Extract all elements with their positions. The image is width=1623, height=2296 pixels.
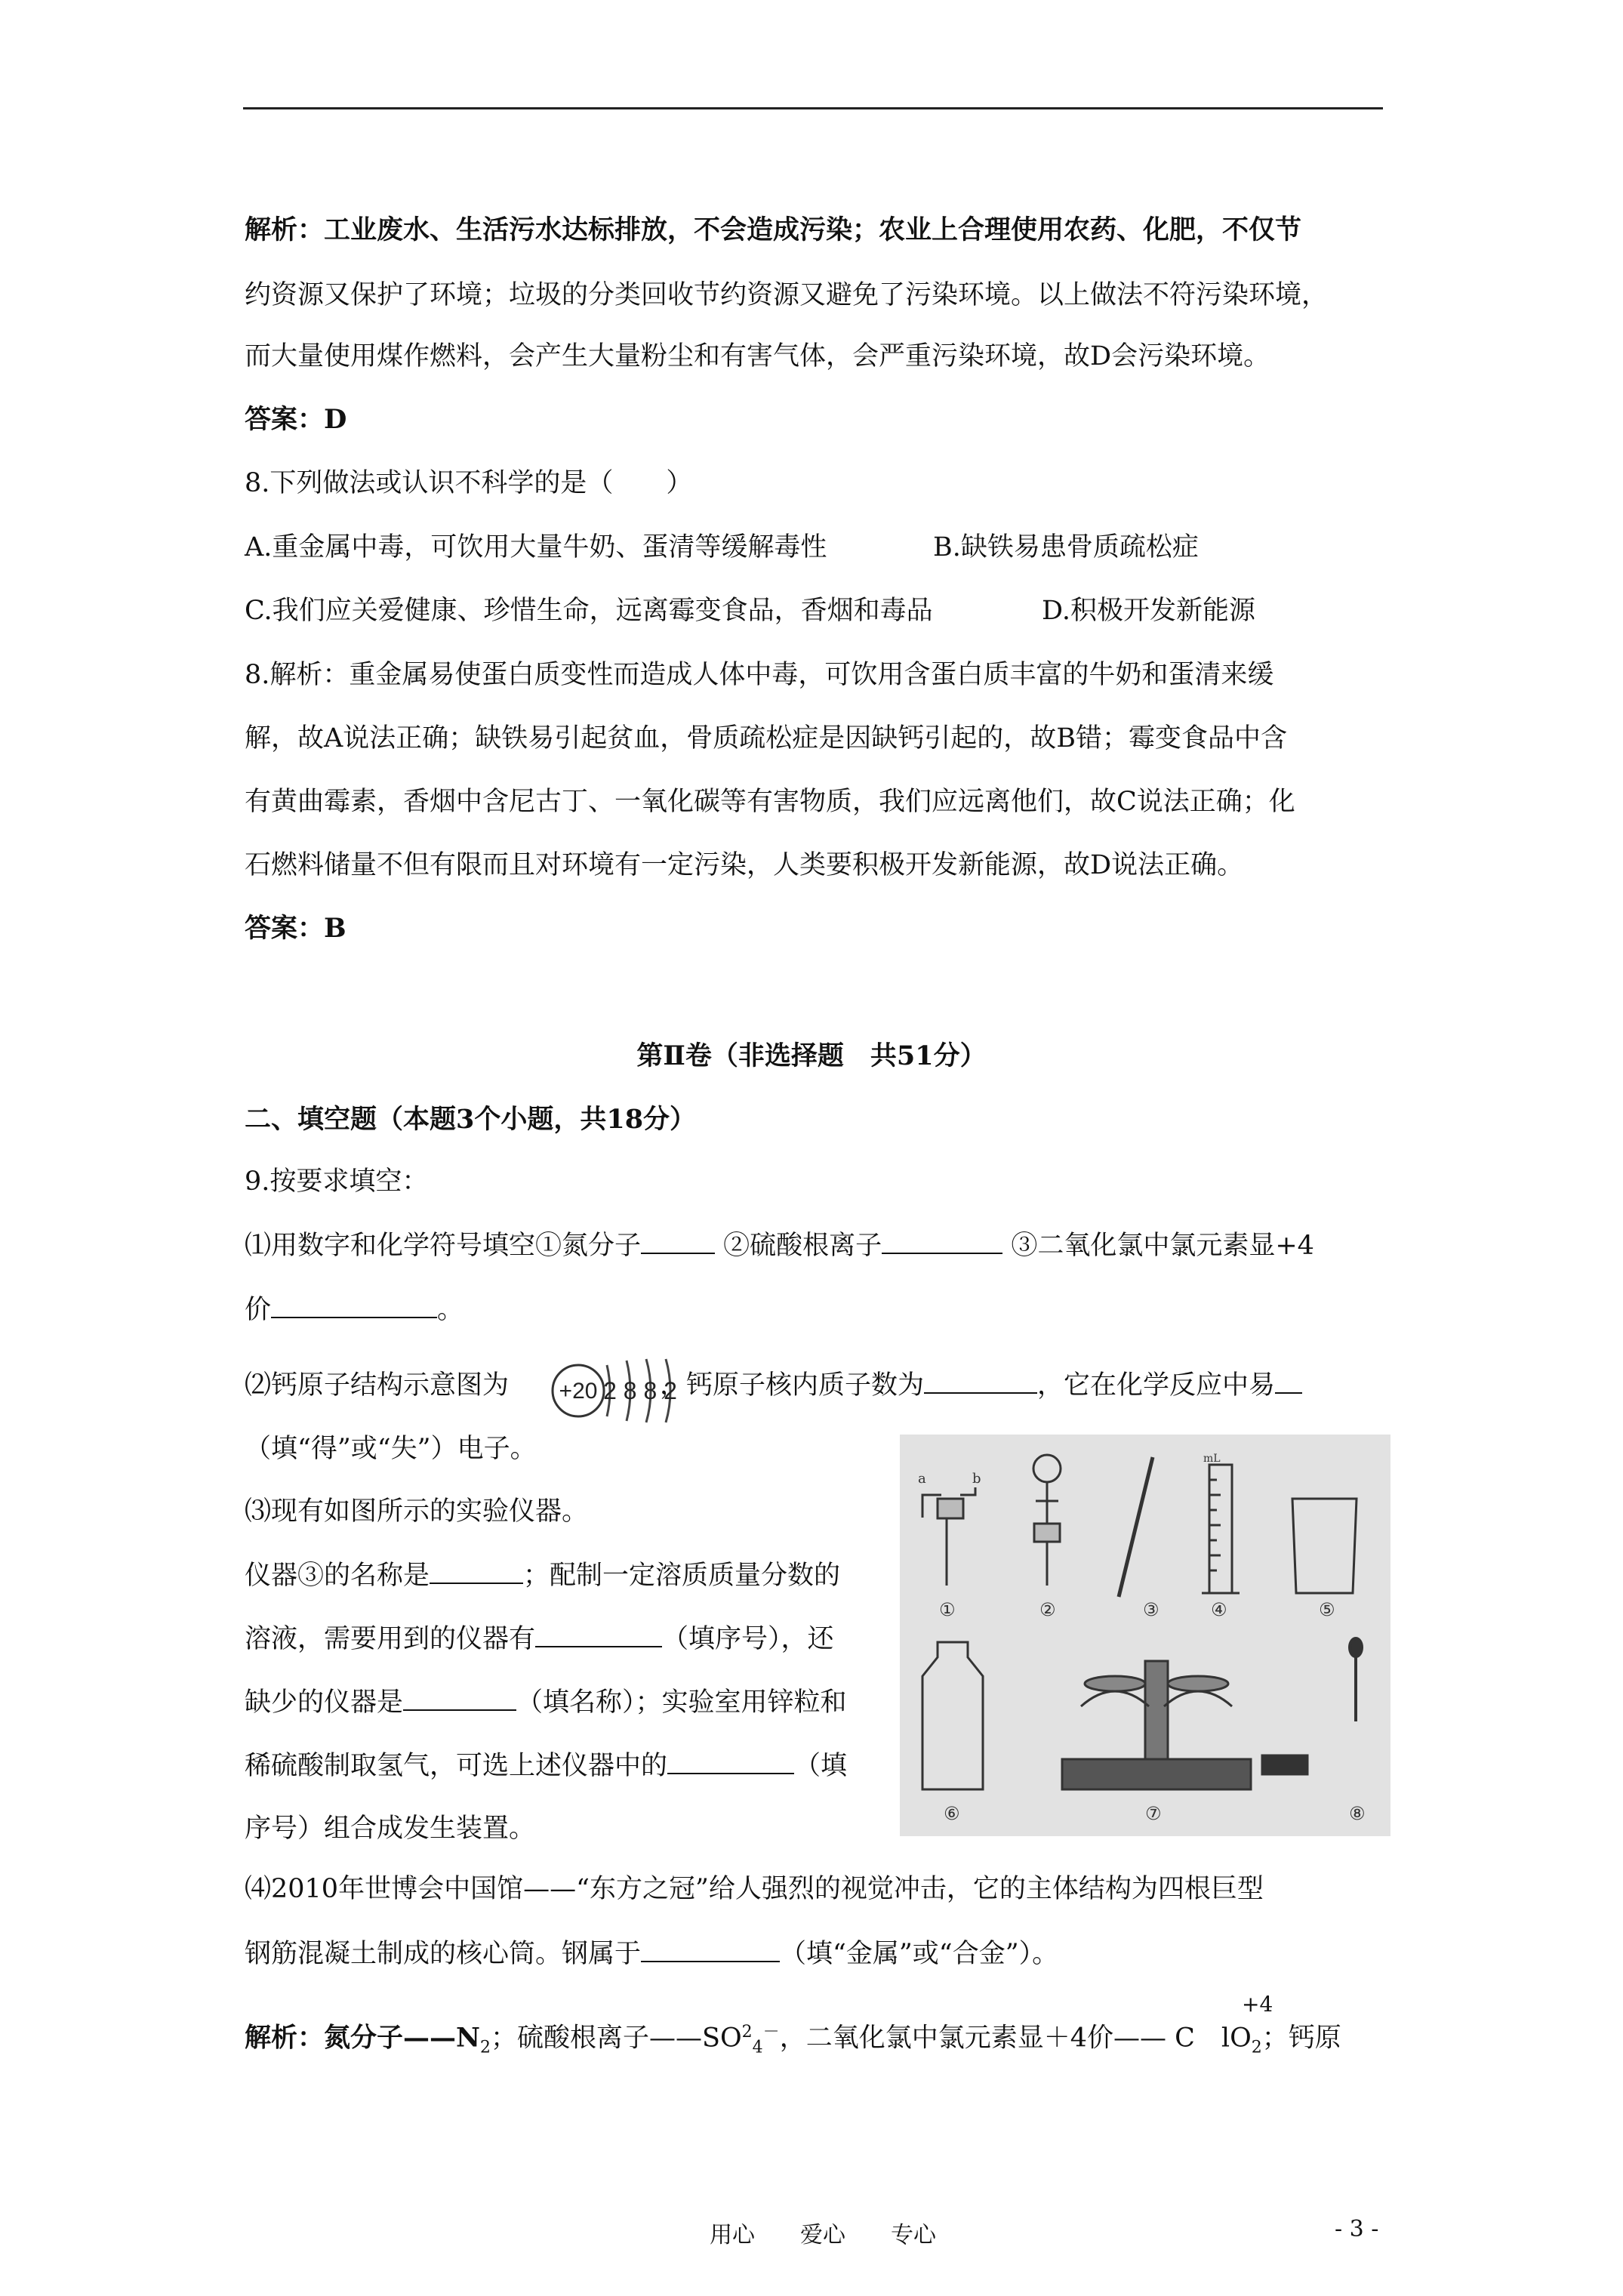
- analysis-8-line-2: 解，故A说法正确；缺铁易引起贫血，骨质疏松症是因缺钙引起的，故B错；霉变食品中含: [245, 723, 1287, 754]
- label-4: ④: [1211, 1599, 1227, 1620]
- analysis-7-line-3: 而大量使用煤作燃料，会产生大量粉尘和有害气体，会严重污染环境，故D会污染环境。: [245, 341, 1270, 371]
- q9-part-3-line-4: 稀硫酸制取氢气，可选上述仪器中的 （填: [245, 1749, 847, 1783]
- label-8: ⑧: [1349, 1803, 1366, 1824]
- q9-part-1: ⑴用数字和化学符号填空①氮分子 ②硫酸根离子 ③二氧化氯中氯元素显+4: [245, 1228, 1314, 1262]
- analysis-9: 解析：氮分子$——N_2$；硫酸根离子$——SO^2_4^-$，二氧化氯中氯元素显＋4价—— C $lO_2$；钙原: [245, 2022, 1341, 2057]
- header-rule: [243, 107, 1383, 109]
- section-title: 第Ⅱ卷（非选择题 共51分）: [636, 1040, 987, 1071]
- label-7: ⑦: [1145, 1803, 1162, 1824]
- question-9: 9.按要求填空：: [245, 1166, 429, 1197]
- q9-part-3-line-5: 序号）组合成发生装置。: [245, 1814, 536, 1844]
- answer-7: 答案：D: [245, 404, 347, 435]
- answer-blank[interactable]: [924, 1368, 1037, 1394]
- footer-motto: 用心 爱心 专心: [710, 2222, 936, 2248]
- label-2: ②: [1039, 1599, 1056, 1620]
- option-b: B.缺铁易患骨质疏松症: [933, 532, 1199, 562]
- option-d: D.积极开发新能源: [1042, 596, 1255, 626]
- q9-part-1-cont: 价 。: [245, 1293, 463, 1327]
- label-1: ①: [939, 1599, 956, 1620]
- svg-text:2 8 8 2: 2 8 8 2: [603, 1377, 677, 1404]
- q9-part-2-cont: （填“得”或“失”）电子。: [245, 1434, 537, 1464]
- q9-part-3: ⑶现有如图所示的实验仪器。: [245, 1496, 589, 1527]
- question-8: 8.下列做法或认识不科学的是（ ）: [245, 468, 693, 498]
- answer-blank[interactable]: [271, 1293, 437, 1318]
- analysis-8-line-3: 有黄曲霉素，香烟中含尼古丁、一氧化碳等有害物质，我们应远离他们，故C说法正确；化: [245, 787, 1295, 817]
- calcium-atom-diagram: [542, 1351, 685, 1427]
- q9-part-4-cont: 钢筋混凝土制成的核心筒。钢属于 （填“金属”或“合金”）。: [245, 1937, 1058, 1971]
- analysis-8-line-1: 8.解析：重金属易使蛋白质变性而造成人体中毒，可饮用含蛋白质丰富的牛奶和蛋清来缓: [245, 660, 1274, 690]
- answer-blank[interactable]: [667, 1749, 794, 1774]
- q9-part-3-line-2: 溶液，需要用到的仪器有 （填序号），还: [245, 1622, 834, 1656]
- q9-part-2: ⑵钙原子结构示意图为 ，钙原子核内质子数为 ，它在化学反应中易: [245, 1368, 1302, 1402]
- q9-part-3-line-1: 仪器③的名称是 ；配制一定溶质质量分数的: [245, 1558, 840, 1592]
- answer-blank[interactable]: [641, 1228, 715, 1254]
- lab-apparatus-figure: [900, 1435, 1390, 1836]
- analysis-7-line-2: 约资源又保护了环境；垃圾的分类回收节约资源又避免了污染环境。以上做法不符污染环境，: [245, 280, 1329, 310]
- svg-text:mL: mL: [1203, 1453, 1221, 1465]
- q9-part-3-line-3: 缺少的仪器是 （填名称）；实验室用锌粒和: [245, 1685, 847, 1719]
- svg-text:+20: +20: [559, 1379, 598, 1404]
- label-3: ③: [1143, 1599, 1160, 1620]
- analysis-8-line-4: 石燃料储量不但有限而且对环境有一定污染，人类要积极开发新能源，故D说法正确。: [245, 850, 1244, 880]
- label-6: ⑥: [944, 1803, 960, 1824]
- label-5: ⑤: [1319, 1599, 1335, 1620]
- answer-blank[interactable]: [641, 1937, 780, 1962]
- svg-text:b: b: [972, 1471, 981, 1487]
- option-c: C.我们应关爱健康、珍惜生命，远离霉变食品，香烟和毒品: [245, 596, 933, 626]
- answer-blank[interactable]: [403, 1685, 516, 1711]
- answer-blank[interactable]: [430, 1558, 523, 1584]
- page-number: - 3 -: [1335, 2216, 1379, 2242]
- oxidation-state-mark: +4: [1242, 1992, 1273, 2017]
- section-heading: 二、填空题（本题3个小题，共18分）: [245, 1104, 697, 1135]
- analysis-7-line-1: 解析：工业废水、生活污水达标排放，不会造成污染；农业上合理使用农药、化肥，不仅节: [245, 214, 1302, 245]
- answer-blank[interactable]: [535, 1622, 662, 1647]
- q9-part-4: ⑷2010年世博会中国馆——“东方之冠”给人强烈的视觉冲击，它的主体结构为四根巨型: [245, 1874, 1264, 1904]
- option-a: A.重金属中毒，可饮用大量牛奶、蛋清等缓解毒性: [245, 532, 827, 562]
- answer-blank[interactable]: [1275, 1368, 1302, 1394]
- answer-blank[interactable]: [882, 1228, 1002, 1254]
- svg-text:a: a: [918, 1471, 926, 1487]
- answer-8: 答案：B: [245, 913, 346, 944]
